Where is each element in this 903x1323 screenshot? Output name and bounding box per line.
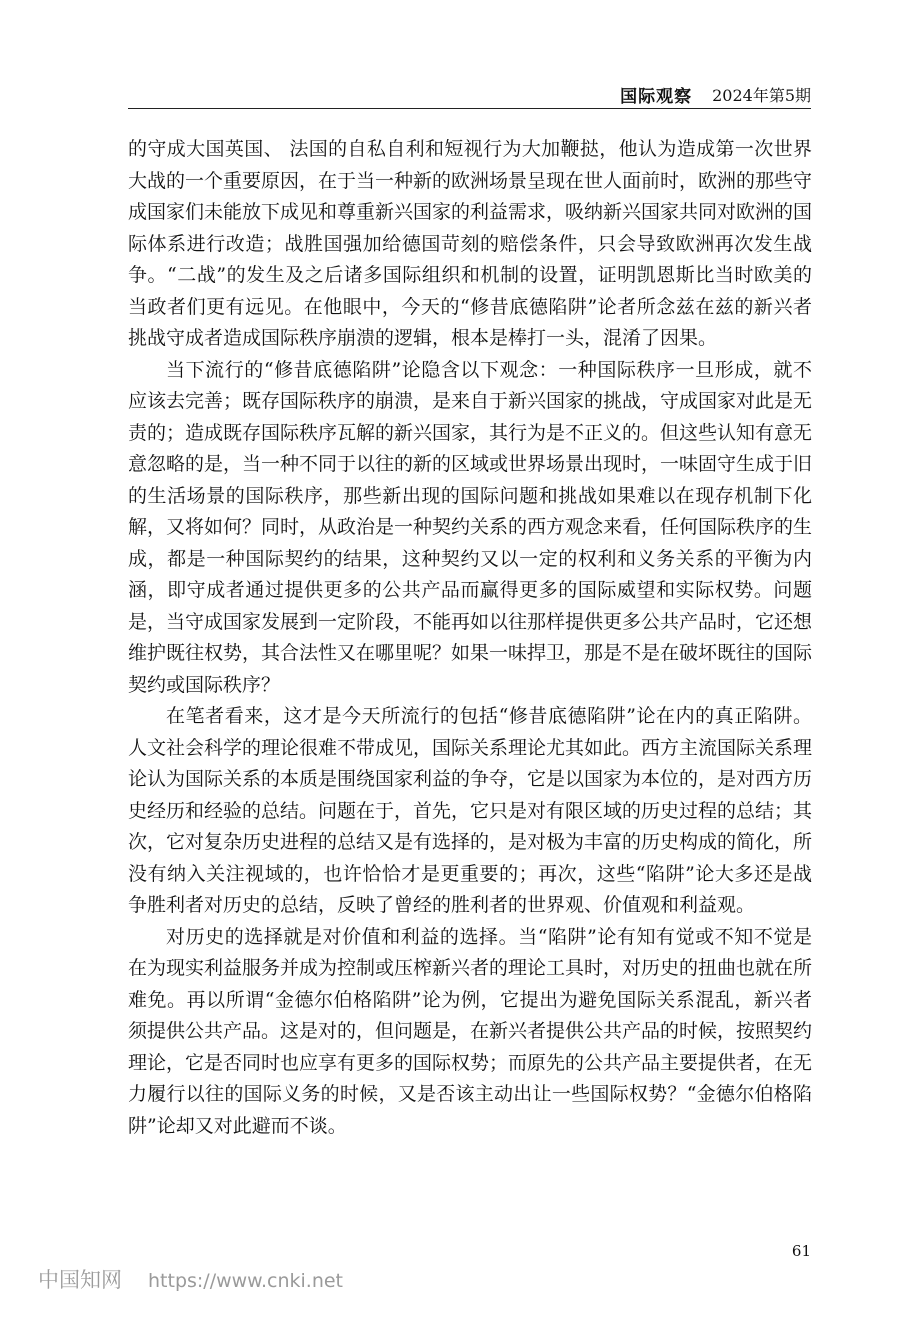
running-header: [128, 80, 811, 109]
paragraph: 当下流行的“修昔底德陷阱”论隐含以下观念：一种国际秩序一旦形成，就不应该去完善；既存国际秩序的崩溃，是来自于新兴国家的挑战，守成国家对此是无责的；造成既存国际秩序瓦解的新兴国家，其行为是不正义的。但这些认知有意无意忽略的是，当一种不同于以往的新的区域或世界场景出现时，一味固守生成于旧的生活场景的国际秩序，那些新出现的国际问题和挑战如果难以在现存机制下化解，又将如何？同时，从政治是一种契约关系的西方观念来看，任何国际秩序的生成，都是一种国际契约的结果，这种契约又以一定的权利和义务关系的平衡为内涵，即守成者通过提供更多的公共产品而赢得更多的国际威望和实际权势。问题是，当守成国家发展到一定阶段，不能再如以往那样提供更多公共产品时，它还想维护既往权势，其合法性又在哪里呢？如果一味捍卫，那是不是在破坏既往的国际契约或国际秩序？: [128, 358, 813, 696]
paragraph: 在笔者看来，这才是今天所流行的包括“修昔底德陷阱”论在内的真正陷阱。人文社会科学的理论很难不带成见，国际关系理论尤其如此。西方主流国际关系理论认为国际关系的本质是围绕国家利益的争夺，它是以国家为本位的，是对西方历史经历和经验的总结。问题在于，首先，它只是对有限区域的历史过程的总结；其次，它对复杂历史进程的总结又是有选择的，是对极为丰富的历史构成的简化，所没有纳入关注视域的，也许恰恰才是更重要的；再次，这些“陷阱”论大多还是战争胜利者对历史的总结，反映了曾经的胜利者的世界观、价值观和利益观。: [128, 705, 813, 916]
journal-name: 国际观察: [620, 86, 693, 107]
page-number: 61: [791, 1242, 811, 1260]
paragraph: 对历史的选择就是对价值和利益的选择。当“陷阱”论有知有觉或不知不觉是在为现实利益服务并成为控制或压榨新兴者的理论工具时，对历史的扭曲也就在所难免。再以所谓“金德尔伯格陷阱”论为例，它提出为避免国际关系混乱，新兴者须提供公共产品。这是对的，但问题是，在新兴者提供公共产品的时候，按照契约理论，它是否同时也应享有更多的国际权势；而原先的公共产品主要提供者，在无力履行以往的国际义务的时候，又是否该主动出让一些国际权势？“金德尔伯格陷阱”论却又对此避而不谈。: [128, 925, 813, 1137]
cnki-watermark: [38, 1264, 343, 1294]
paragraph-continued: 的守成大国英国、 法国的自私自利和短视行为大加鞭挞，他认为造成第一次世界大战的一个重要原因，在于当一种新的欧洲场景呈现在世人面前时，欧洲的那些守成国家们未能放下成见和尊重新兴国家的利益需求，吸纳新兴国家共同对欧洲的国际体系进行改造；战胜国强加给德国苛刻的赔偿条件，只会导致欧洲再次发生战争。“二战”的发生及之后诸多国际组织和机制的设置，证明凯恩斯比当时欧美的当政者们更有远见。在他眼中，今天的“修昔底德陷阱”论者所念兹在兹的新兴者挑战守成者造成国际秩序崩溃的逻辑，根本是棒打一头，混淆了因果。: [128, 138, 813, 349]
article-body: [128, 134, 812, 1142]
issue-label: 2024年第5期: [712, 85, 811, 105]
watermark-url: https://www.cnki.net: [148, 1270, 344, 1292]
watermark-logo: 中国知网: [38, 1268, 122, 1292]
